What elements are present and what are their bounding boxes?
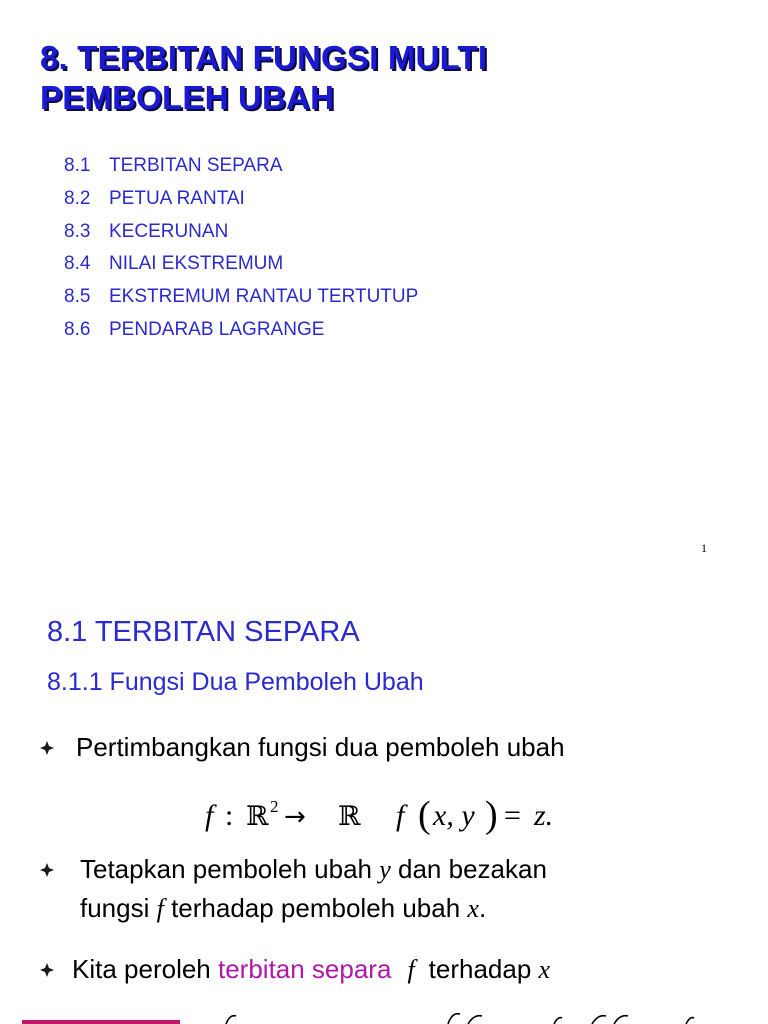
bullet-text [80,850,547,928]
toc-item [64,281,418,314]
toc-item-number: 8.5 [64,286,91,308]
toc-item-label: NILAI EKSTREMUM [109,253,284,275]
toc-item-number: 8.1 [64,155,91,176]
toc-item-label: PENDARAB LAGRANGE [109,318,325,340]
toc-item-label: KECERUNAN [109,220,229,242]
toc-item [64,183,418,216]
formula-arguments: x, y [433,799,475,832]
toc-item [64,248,418,281]
formula-domain: ℝ [246,801,269,832]
slide-title [40,38,487,118]
toc-item [64,150,418,183]
variable-y: y [379,855,391,884]
toc-item-number: 8.2 [64,187,91,209]
bullet-text-segment: Tetapkan pemboleh ubah [80,854,380,884]
subsection-heading: 8.1.1 Fungsi Dua Pemboleh Ubah [47,668,424,696]
highlighted-term: terbitan separa [217,954,392,984]
toc-item-number: 8.6 [64,318,91,340]
toc-item-number: 8.3 [64,220,91,242]
diamond-bullet-icon [40,963,54,977]
variable-x: x [467,894,479,923]
diamond-bullet-icon [40,863,54,877]
partial-formula-cutoff [200,1010,720,1024]
toc-item-label: EKSTREMUM RANTAU TERTUTUP [109,286,419,308]
slide-title-line-2: PEMBOLEH UBAH [40,79,335,116]
bullet-point-1 [40,728,565,766]
toc-item-label: TERBITAN SEPARA [109,155,283,176]
formula-arrow: → [284,802,306,832]
slide-2 [0,580,768,1024]
formula-colon: : [225,799,234,832]
formula-codomain: ℝ [338,801,361,832]
bullet-text-segment: Kita peroleh [72,954,218,984]
bullet-text-segment: . [478,893,487,923]
page-number: 1 [701,541,707,555]
variable-f: f [407,955,415,984]
formula-domain-exponent: 2 [270,797,279,816]
variable-x: x [538,955,551,984]
bullet-point-3 [40,950,550,989]
toc-item-label: PETUA RANTAI [109,187,245,209]
diamond-bullet-icon [40,741,54,755]
bullet-point-2 [40,850,547,928]
highlight-box-edge [22,1020,180,1024]
toc-item [64,314,418,347]
slide-title-line-1: 8. TERBITAN FUNGSI MULTI [40,39,488,76]
function-definition-formula [0,785,768,841]
formula-mapping-f: f [205,799,214,832]
bullet-text-segment: terhadap [428,954,539,984]
formula-result: z. [534,799,554,832]
formula-equals: = [504,799,521,832]
formula-open-paren: ( [418,794,431,836]
section-heading: 8.1 TERBITAN SEPARA [47,616,360,648]
toc-item [64,216,418,249]
bullet-text-segment: fungsi [80,893,157,923]
bullet-text-segment: dan bezakan [390,854,547,884]
formula-close-paren: ) [485,794,498,836]
table-of-contents [64,150,418,347]
toc-item-number: 8.4 [64,253,91,275]
formula-function-f: f [396,799,405,832]
variable-f: f [156,894,164,923]
bullet-text: Pertimbangkan fungsi dua pemboleh ubah [76,732,565,762]
bullet-text-segment: terhadap pemboleh ubah [163,893,468,923]
